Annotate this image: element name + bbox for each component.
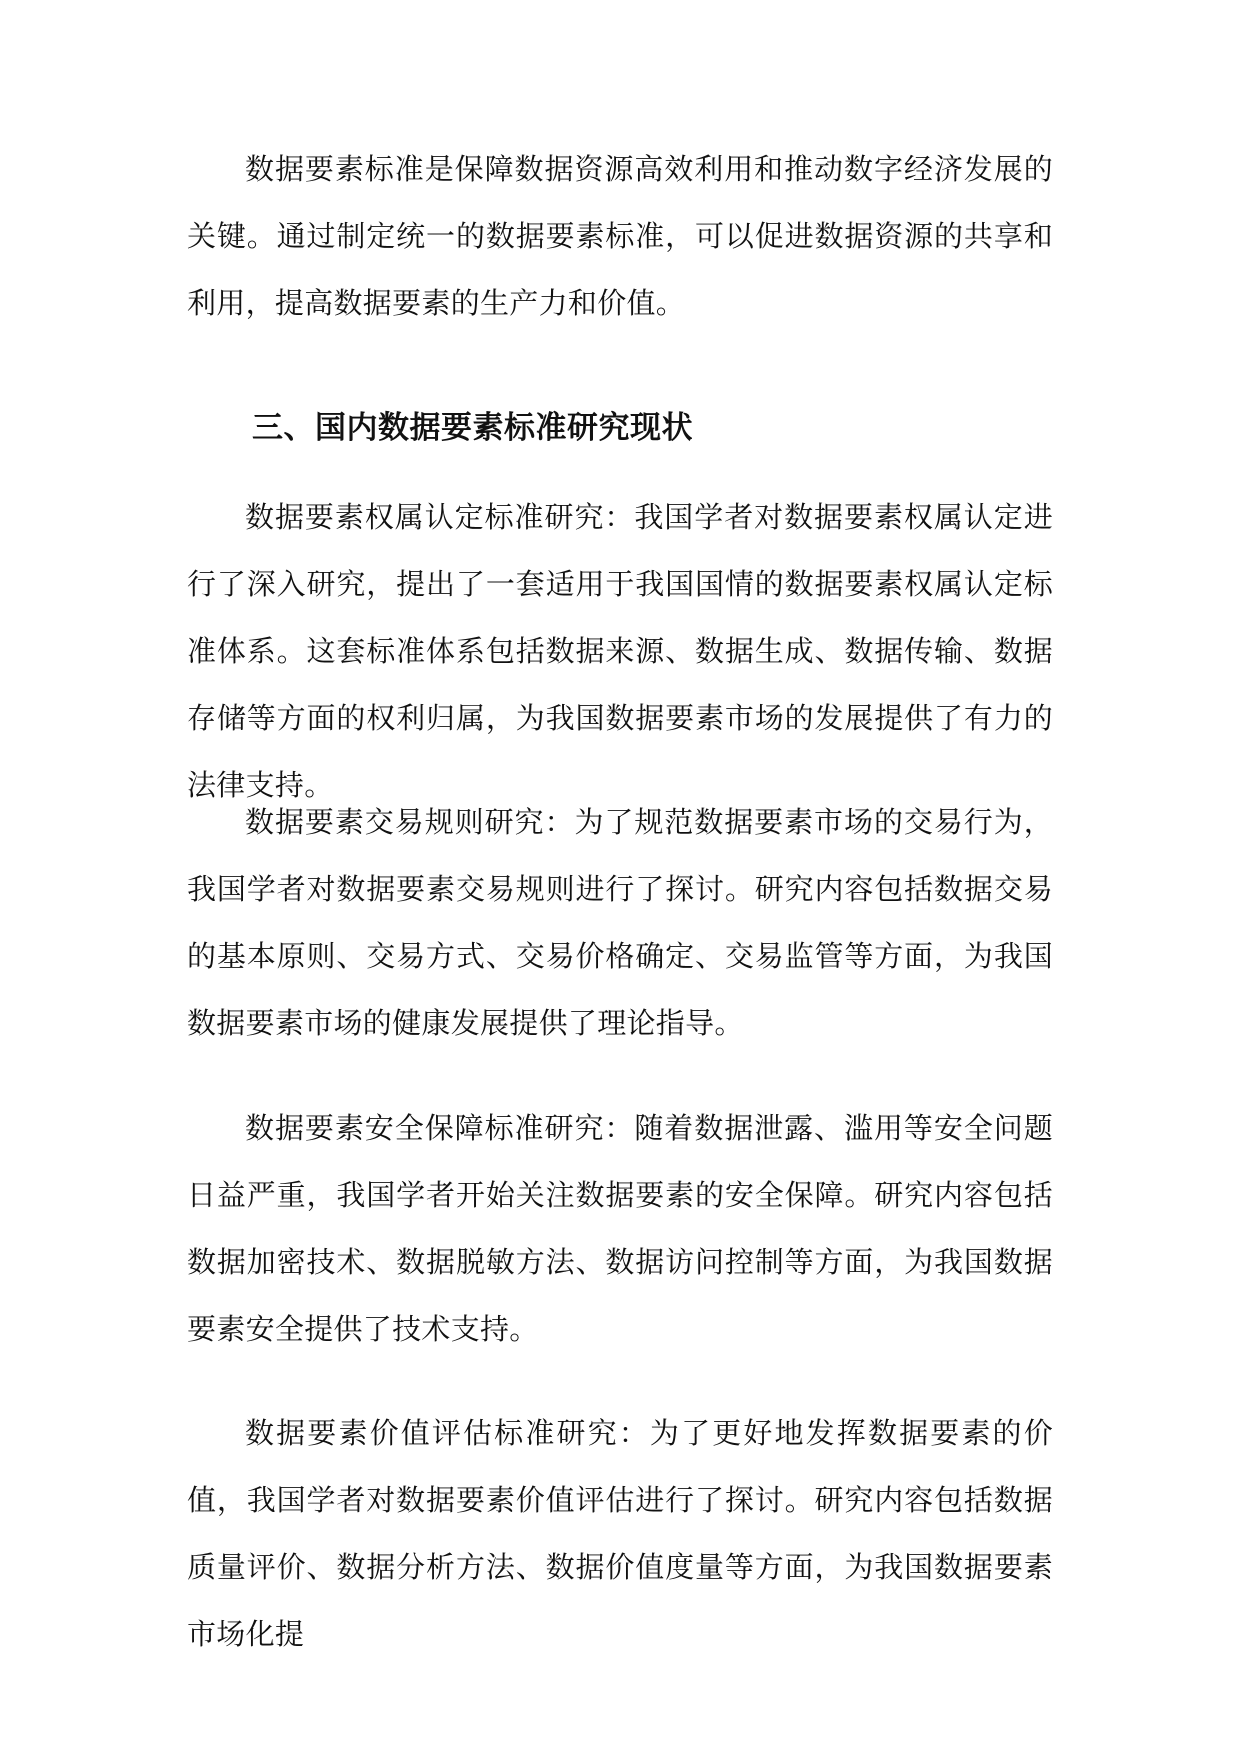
section-heading: 三、国内数据要素标准研究现状: [252, 410, 693, 446]
paragraph-security-standard: 数据要素安全保障标准研究：随着数据泄露、滥用等安全问题日益严重，我国学者开始关注数据要素的安全保障。研究内容包括数据加密技术、数据脱敏方法、数据访问控制等方面，为我国数据要素安全提供了技术支持。: [187, 1111, 1053, 1346]
paragraph-ownership-standard: 数据要素权属认定标准研究：我国学者对数据要素权属认定进行了深入研究，提出了一套适用于我国国情的数据要素权属认定标准体系。这套标准体系包括数据来源、数据生成、数据传输、数据存储等方面的权利归属，为我国数据要素市场的发展提供了有力的法律支持。: [187, 500, 1053, 802]
paragraph-value-assessment: 数据要素价值评估标准研究：为了更好地发挥数据要素的价值，我国学者对数据要素价值评估进行了探讨。研究内容包括数据质量评价、数据分析方法、数据价值度量等方面，为我国数据要素市场化提: [187, 1416, 1053, 1651]
intro-paragraph: 数据要素标准是保障数据资源高效利用和推动数字经济发展的关键。通过制定统一的数据要素标准，可以促进数据资源的共享和利用，提高数据要素的生产力和价值。: [187, 152, 1053, 320]
paragraph-trading-rules: 数据要素交易规则研究：为了规范数据要素市场的交易行为，我国学者对数据要素交易规则进行了探讨。研究内容包括数据交易的基本原则、交易方式、交易价格确定、交易监管等方面，为我国数据要素市场的健康发展提供了理论指导。: [187, 805, 1053, 1040]
